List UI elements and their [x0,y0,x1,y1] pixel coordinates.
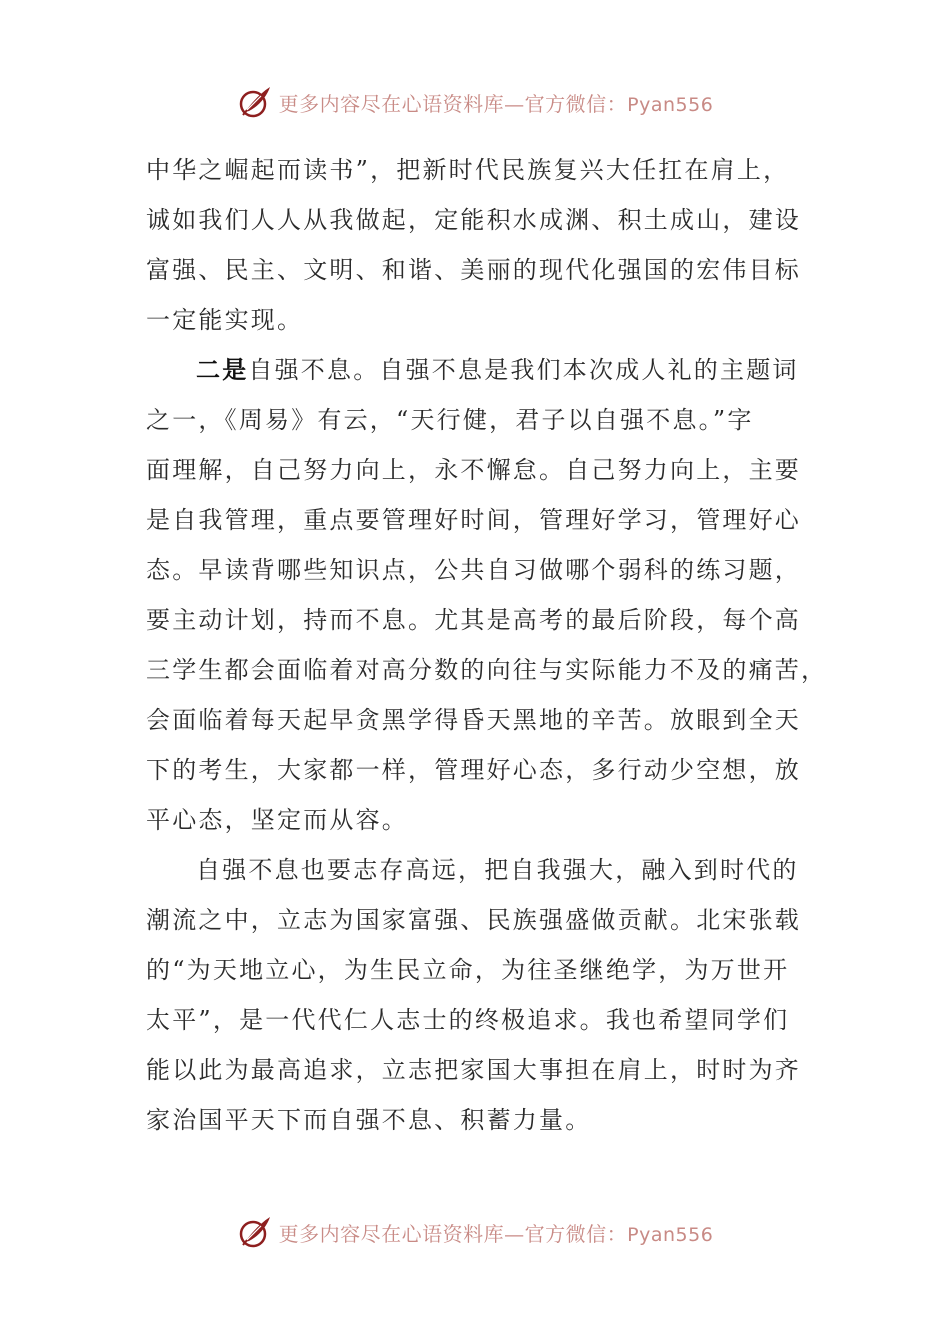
text-line: 要主动计划，持而不息。尤其是高考的最后阶段，每个高 [146,606,801,634]
wechat-handle: Pyan556 [627,1223,714,1246]
text-line: 诚如我们人人从我做起，定能积水成渊、积土成山，建设 [146,206,801,234]
text-line: 之一，《周易》有云，“天行健，君子以自强不息。”字 [146,406,754,434]
paragraph-3 [146,845,806,1145]
text-line: 是自我管理，重点要管理好时间，管理好学习，管理好心 [146,506,801,534]
footer-banner-text [279,1218,714,1247]
text-line-rest: 自强不息。自强不息是我们本次成人礼的主题词 [248,356,799,384]
footer-banner-content [237,1214,714,1250]
text-line: 自强不息也要志存高远，把自我强大，融入到时代的 [196,856,799,884]
paragraph-2 [146,345,828,845]
text-line [146,345,806,395]
text-line: 一定能实现。 [146,306,304,334]
banner-slogan: 更多内容尽在心语资料库—官方微信： [278,91,628,116]
footer-banner [0,1212,950,1252]
paragraph-1 [146,145,806,345]
text-line: 富强、民主、文明、和谐、美丽的现代化强国的宏伟目标 [146,256,801,284]
text-line: 潮流之中，立志为国家富强、民族强盛做贡献。北宋张载 [146,906,801,934]
text-line: 中华之崛起而读书”，把新时代民族复兴大任扛在肩上， [146,156,790,184]
text-line: 能以此为最高追求，立志把家国大事担在肩上，时时为齐 [146,1056,801,1084]
text-line: 的“为天地立心，为生民立命，为往圣继绝学，为万世开 [146,956,790,984]
text-line: 态。早读背哪些知识点，公共自习做哪个弱科的练习题， [146,556,801,584]
text-line: 面理解，自己努力向上，永不懈怠。自己努力向上，主要 [146,456,801,484]
wechat-handle: Pyan556 [627,93,714,116]
banner-slogan: 更多内容尽在心语资料库—官方微信： [278,1221,628,1246]
text-line: 会面临着每天起早贪黑学得昏天黑地的辛苦。放眼到全天 [146,706,801,734]
text-line: 家治国平天下而自强不息、积蓄力量。 [146,1106,592,1134]
paragraph-lead-bold: 二是 [196,355,249,384]
quill-pen-logo-icon [237,84,273,120]
header-banner-text [279,88,714,117]
header-banner [0,82,950,122]
text-line: 下的考生，大家都一样，管理好心态，多行动少空想，放 [146,756,801,784]
text-line: 平心态，坚定而从容。 [146,806,408,834]
text-line: 三学生都会面临着对高分数的向往与实际能力不及的痛苦， [146,656,828,684]
text-line: 太平”，是一代代仁人志士的终极追求。我也希望同学们 [146,1006,790,1034]
document-body [146,145,828,1145]
header-banner-content [237,84,714,120]
quill-pen-logo-icon [237,1214,273,1250]
